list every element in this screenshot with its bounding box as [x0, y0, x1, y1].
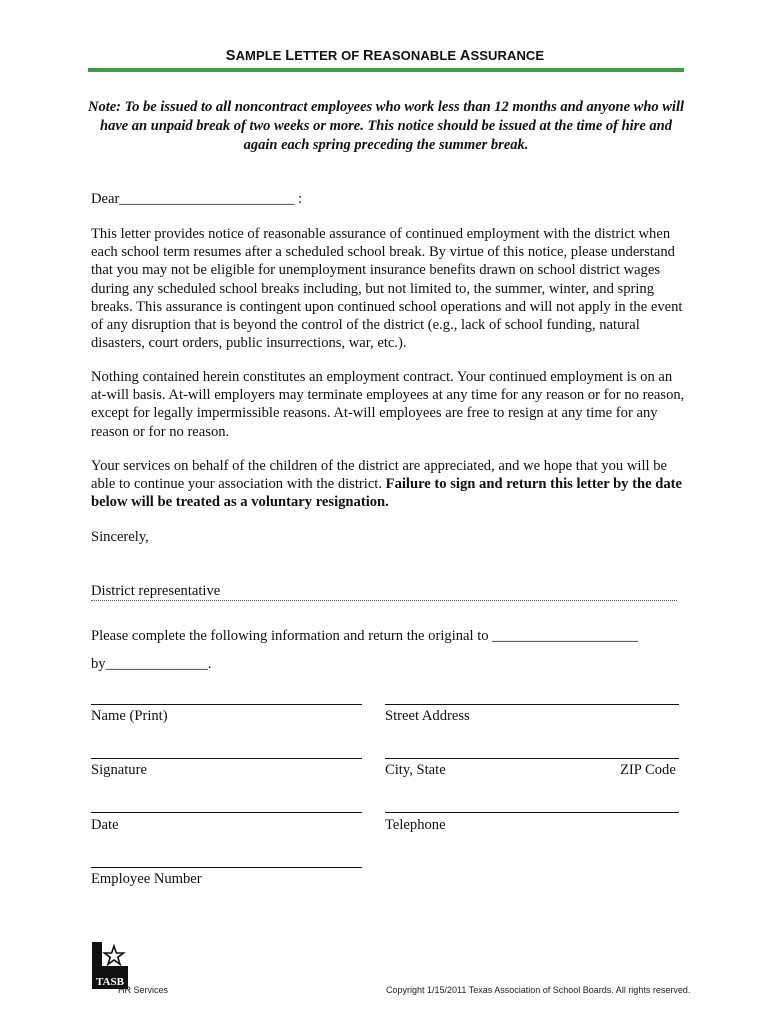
document-title: SAMPLE LETTER OF REASONABLE ASSURANCE [225, 48, 545, 64]
street-address-label: Street Address [385, 708, 470, 724]
signature-line[interactable] [91, 758, 362, 759]
zip-code-label: ZIP Code [620, 762, 676, 778]
footer-hr-services: HR Services [118, 985, 169, 995]
telephone-line[interactable] [385, 812, 679, 813]
date-label: Date [91, 817, 119, 833]
employee-number-label: Employee Number [91, 871, 202, 887]
city-state-label: City, State [385, 762, 446, 778]
paragraph-at-will: Nothing contained herein constitutes an employment contract. Your continued employment is on an at-will basis. At-will employers may terminate employees at any time for any reason or for no reason, except for legally impermissible reasons. At-will employees are free to resign at any time for any reason or for no reason. [91, 369, 685, 440]
name-print-line[interactable] [91, 704, 362, 705]
name-print-label: Name (Print) [91, 708, 168, 724]
employee-number-line[interactable] [91, 867, 362, 868]
salutation: Dear________________________ : [91, 191, 303, 207]
instruction-note: Note: To be issued to all noncontract employees who work less than 12 months and anyone who will have an unpaid break of two weeks or more. This notice should be issued at the time of hire and again each spring preceding the summer break. [87, 99, 685, 153]
appreciation-text: Your services on behalf of the children of the district are appreciated, and we hope that you will be able to continue your association with the district. [91, 458, 667, 493]
return-instructions: Please complete the following information and return the original to ____________________ [91, 628, 639, 644]
title-divider [88, 68, 684, 72]
date-line[interactable] [91, 812, 362, 813]
logo-text: TASB [92, 975, 128, 989]
paragraph-assurance: This letter provides notice of reasonable assurance of continued employment with the district when each school term resumes after a scheduled school break. By virtue of this notice, please understand that you may not be eligible for unemployment insurance benefits drawn on school district wages during any scheduled school breaks including, but not limited to, the summer, winter, and spring breaks. This assurance is contingent upon continued school operations and will not apply in the event of any disruption that is beyond the control of the district (e.g., lack of school funding, natural disasters, court orders, public insurrections, war, etc.). [91, 226, 683, 352]
district-representative: District representative [91, 583, 221, 599]
city-state-zip-line[interactable] [385, 758, 679, 759]
closing: Sincerely, [91, 529, 149, 545]
signature-label: Signature [91, 762, 147, 778]
footer-copyright: Copyright 1/15/2011 Texas Association of School Boards. All rights reserved. [386, 985, 691, 995]
cut-line [91, 600, 677, 601]
return-by-date: by______________. [91, 656, 212, 672]
resignation-warning: Failure to sign and return this letter by the date below will be treated as a voluntary resignation. [91, 476, 682, 511]
telephone-label: Telephone [385, 817, 446, 833]
paragraph-appreciation [91, 457, 685, 512]
street-address-line[interactable] [385, 704, 679, 705]
